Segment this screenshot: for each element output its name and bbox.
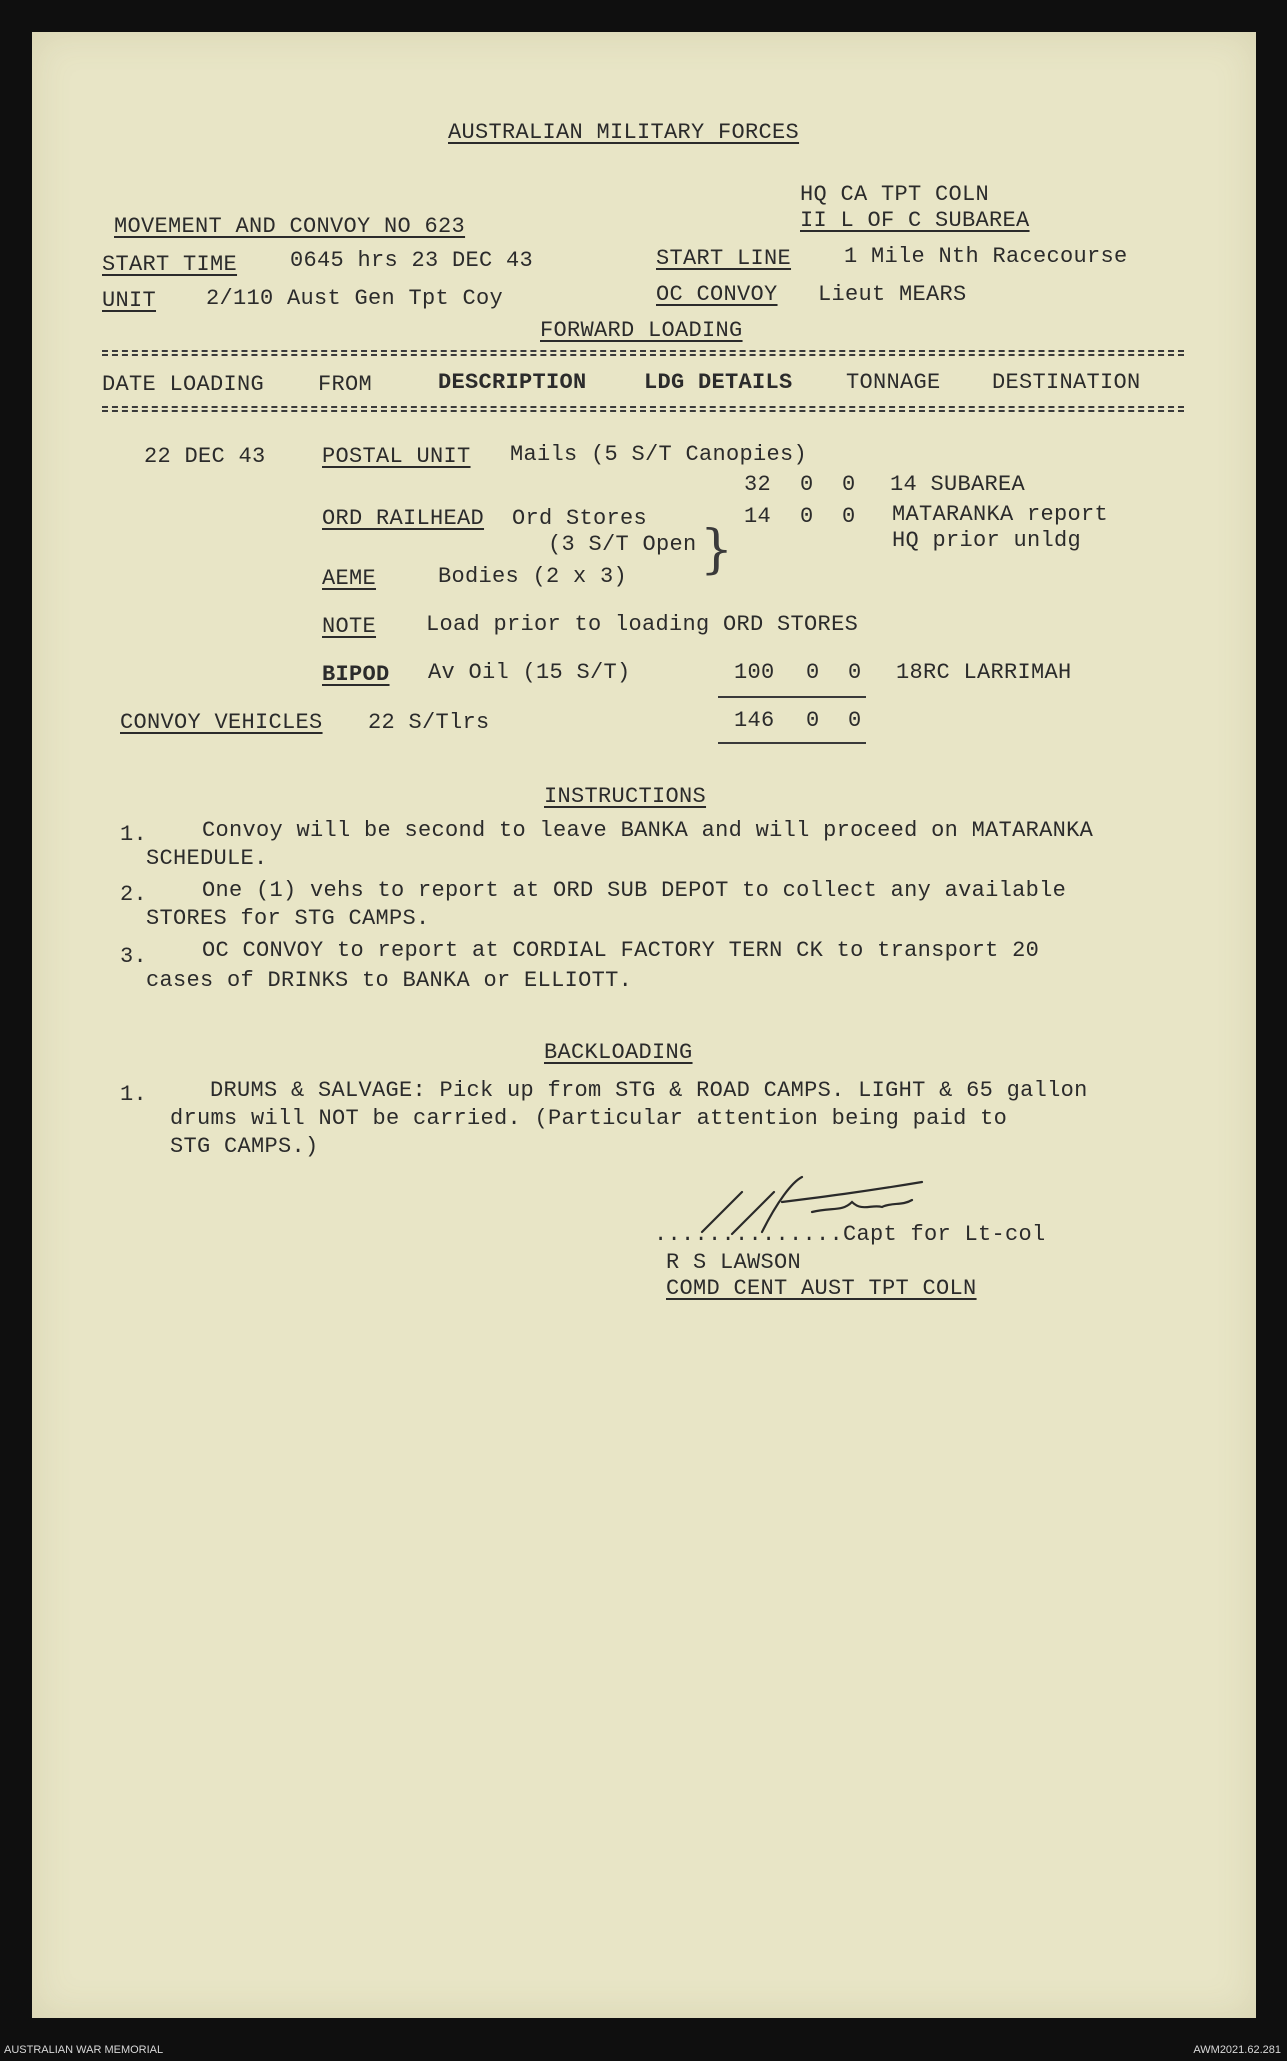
row-description: Ord Stores — [512, 506, 648, 531]
brace-right: } — [700, 520, 734, 580]
forward-loading-title: FORWARD LOADING — [540, 318, 743, 343]
row-destination: MATARANKA report — [892, 502, 1109, 527]
col-description: DESCRIPTION — [438, 370, 587, 395]
row-tonnage-tons: 14 — [744, 504, 772, 529]
start-time-value: 0645 hrs 23 DEC 43 — [290, 248, 534, 273]
hq-line-1: HQ CA TPT COLN — [800, 182, 990, 207]
row-tonnage-tons: 32 — [744, 472, 772, 497]
convoy-vehicles-label: CONVOY VEHICLES — [120, 710, 323, 735]
instruction-line: Convoy will be second to leave BANKA and will proceed on MATARANKA — [202, 818, 1094, 843]
row-destination: 14 SUBAREA — [890, 472, 1026, 497]
instruction-line: cases of DRINKS to BANKA or ELLIOTT. — [146, 968, 633, 993]
instruction-line: OC CONVOY to report at CORDIAL FACTORY TERN CK to transport 20 — [202, 938, 1040, 963]
total-qtr: 0 — [848, 708, 862, 733]
header-rule-bottom — [102, 406, 1184, 408]
row-from: ORD RAILHEAD — [322, 506, 485, 531]
row-tonnage-qtr: 0 — [842, 472, 856, 497]
total-cwt: 0 — [806, 708, 820, 733]
row-description: Load prior to loading ORD STORES — [426, 612, 859, 637]
oc-convoy-value: Lieut MEARS — [818, 282, 967, 307]
total-rule — [718, 742, 866, 744]
start-line-label: START LINE — [656, 246, 792, 271]
row-description-2: (3 S/T Open — [548, 532, 697, 557]
col-destination: DESTINATION — [992, 370, 1141, 395]
col-date-loading: DATE LOADING — [102, 372, 265, 397]
unit-label: UNIT — [102, 288, 157, 313]
backloading-line: DRUMS & SALVAGE: Pick up from STG & ROAD CAMPS. LIGHT & 65 gallon — [210, 1078, 1088, 1103]
instruction-number: 3. — [120, 944, 148, 969]
row-description: Bodies (2 x 3) — [438, 564, 628, 589]
row-tonnage-qtr: 0 — [848, 660, 862, 685]
row-tonnage-qtr: 0 — [842, 504, 856, 529]
backloading-line: STG CAMPS.) — [170, 1134, 319, 1159]
row-tonnage-cwt: 0 — [800, 504, 814, 529]
document-page — [32, 32, 1256, 2018]
instruction-line: SCHEDULE. — [146, 846, 268, 871]
header-rule-bottom-2 — [102, 410, 1184, 412]
instructions-title: INSTRUCTIONS — [544, 784, 707, 809]
row-tonnage-cwt: 0 — [800, 472, 814, 497]
col-from: FROM — [318, 372, 373, 397]
row-tonnage-tons: 100 — [734, 660, 775, 685]
instruction-number: 2. — [120, 882, 148, 907]
col-tonnage: TONNAGE — [846, 370, 941, 395]
header-rule-top-2 — [102, 354, 1184, 356]
instruction-number: 1. — [120, 822, 148, 847]
convoy-vehicles-value: 22 S/Tlrs — [368, 710, 490, 735]
header-rule-top — [102, 350, 1184, 352]
loading-date: 22 DEC 43 — [144, 444, 266, 469]
document-title: AUSTRALIAN MILITARY FORCES — [448, 120, 800, 145]
row-from: NOTE — [322, 614, 377, 639]
start-line-value: 1 Mile Nth Racecourse — [844, 244, 1128, 269]
instruction-line: STORES for STG CAMPS. — [146, 906, 430, 931]
row-description: Mails (5 S/T Canopies) — [510, 442, 808, 467]
backloading-number: 1. — [120, 1082, 148, 1107]
row-destination-2: HQ prior unldg — [892, 528, 1082, 553]
footer-right: AWM2021.62.281 — [1193, 2044, 1281, 2056]
row-from: BIPOD — [322, 662, 390, 687]
unit-value: 2/110 Aust Gen Tpt Coy — [206, 286, 504, 311]
footer-left: AUSTRALIAN WAR MEMORIAL — [4, 2044, 164, 2056]
signatory-name: R S LAWSON — [666, 1250, 802, 1275]
backloading-title: BACKLOADING — [544, 1040, 693, 1065]
movement-label: MOVEMENT AND CONVOY NO 623 — [114, 214, 466, 239]
signature-line: ..............Capt for Lt-col — [654, 1222, 1046, 1247]
subtotal-rule — [718, 696, 866, 698]
row-destination: 18RC LARRIMAH — [896, 660, 1072, 685]
total-tons: 146 — [734, 708, 775, 733]
row-description: Av Oil (15 S/T) — [428, 660, 631, 685]
hq-line-2: II L OF C SUBAREA — [800, 208, 1030, 233]
backloading-line: drums will NOT be carried. (Particular attention being paid to — [170, 1106, 1008, 1131]
row-tonnage-cwt: 0 — [806, 660, 820, 685]
signatory-title: COMD CENT AUST TPT COLN — [666, 1276, 977, 1301]
instruction-line: One (1) vehs to report at ORD SUB DEPOT to collect any available — [202, 878, 1067, 903]
row-from: POSTAL UNIT — [322, 444, 471, 469]
row-from: AEME — [322, 566, 377, 591]
oc-convoy-label: OC CONVOY — [656, 282, 778, 307]
start-time-label: START TIME — [102, 252, 238, 277]
col-ldg-details: LDG DETAILS — [644, 370, 793, 395]
